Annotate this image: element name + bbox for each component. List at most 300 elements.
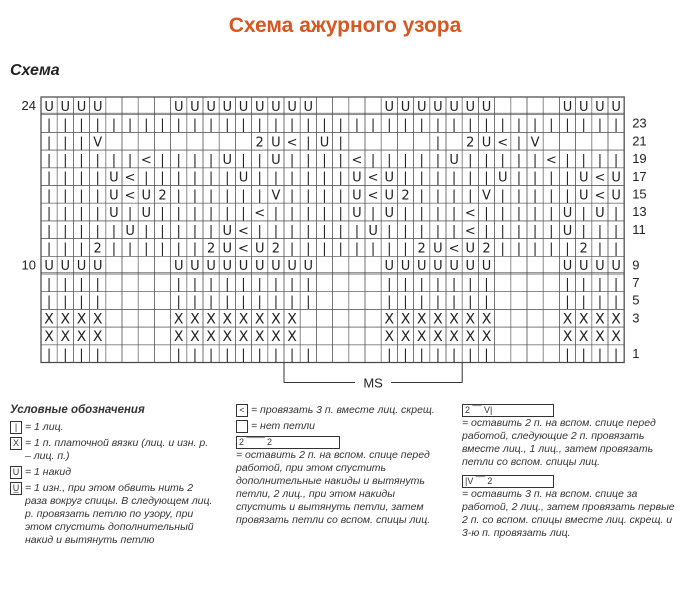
- stitch-symbol: |: [322, 170, 327, 186]
- stitch-symbol: |: [79, 188, 84, 204]
- stitch-symbol: |: [484, 276, 489, 292]
- row-label-right: 9: [632, 257, 640, 273]
- stitch-symbol: U: [578, 99, 589, 115]
- stitch-symbol: U: [384, 259, 395, 275]
- stitch-symbol: U: [238, 259, 249, 275]
- stitch-symbol: |: [565, 188, 570, 204]
- stitch-symbol: |: [419, 152, 424, 168]
- stitch-symbol: |: [484, 294, 489, 310]
- stitch-symbol: X: [190, 328, 200, 345]
- stitch-symbol: |: [79, 223, 84, 239]
- stitch-symbol: <: [594, 188, 606, 204]
- legend-text: = 1 п. платочной вязки (лиц. и изн. р. – лиц. п.): [25, 437, 209, 462]
- stitch-symbol: |: [581, 223, 586, 239]
- stitch-symbol: <: [238, 241, 249, 257]
- stitch-symbol: U: [449, 99, 459, 115]
- stitch-symbol: U: [44, 259, 54, 275]
- row-label-right: 21: [632, 133, 647, 149]
- stitch-symbol: |: [127, 241, 133, 257]
- stitch-symbol: V: [271, 188, 281, 204]
- stitch-symbol: U: [206, 259, 216, 275]
- stitch-symbol: |: [176, 223, 181, 239]
- stitch-symbol: |: [435, 152, 441, 168]
- stitch-symbol: X: [481, 311, 492, 328]
- legend-heading: Условные обозначения: [10, 404, 145, 416]
- stitch-symbol: |: [435, 347, 441, 363]
- stitch-symbol: |: [565, 241, 570, 257]
- row-label-right: 1: [632, 345, 640, 361]
- stitch-symbol: U: [92, 99, 103, 115]
- stitch-symbol: |: [257, 170, 262, 186]
- stitch-symbol: |: [289, 188, 295, 204]
- stitch-symbol: |: [95, 223, 100, 239]
- stitch-symbol: U: [352, 170, 362, 186]
- stitch-symbol: |: [419, 170, 424, 186]
- stitch-symbol: X: [611, 328, 621, 345]
- stitch-symbol: |: [289, 117, 295, 133]
- stitch-symbol: U: [562, 223, 573, 239]
- stitch-symbol: X: [173, 311, 184, 328]
- chart-row: [41, 115, 624, 133]
- stitch-symbol: |: [95, 152, 100, 168]
- legend-text: = нет петли: [251, 420, 315, 432]
- stitch-symbol: |: [338, 135, 343, 151]
- stitch-symbol: |: [484, 117, 489, 133]
- stitch-symbol: |: [176, 170, 181, 186]
- stitch-symbol: U: [368, 223, 378, 239]
- stitch-symbol: |: [484, 347, 489, 363]
- stitch-symbol: |: [468, 152, 473, 168]
- stitch-symbol: U: [303, 259, 314, 275]
- stitch-symbol: U: [60, 99, 71, 115]
- stitch-symbol: X: [465, 311, 476, 328]
- stitch-symbol: |: [484, 152, 489, 168]
- stitch-symbol: |: [435, 170, 441, 186]
- stitch-symbol: |: [597, 117, 603, 133]
- stitch-symbol: |: [111, 117, 117, 133]
- stitch-symbol: |: [289, 170, 295, 186]
- stitch-symbol: |: [192, 294, 198, 310]
- stitch-symbol: |: [387, 276, 392, 292]
- stitch-symbol: V: [93, 135, 103, 151]
- stitch-symbol: |: [176, 117, 181, 133]
- stitch-symbol: X: [384, 311, 395, 328]
- legend-item: [10, 421, 215, 434]
- stitch-symbol: |: [322, 152, 327, 168]
- stitch-symbol: |: [95, 206, 100, 222]
- stitch-symbol: |: [532, 188, 538, 204]
- stitch-symbol: X: [449, 311, 459, 328]
- stitch-symbol: |: [532, 152, 538, 168]
- stitch-symbol: |: [549, 223, 554, 239]
- stitch-symbol: 2: [206, 241, 216, 257]
- stitch-symbol: |: [435, 276, 441, 292]
- stitch-symbol: |: [208, 170, 214, 186]
- stitch-symbol: |: [403, 276, 408, 292]
- stitch-symbol: |: [500, 117, 505, 133]
- stitch-symbol: U: [578, 170, 589, 186]
- stitch-symbol: U: [416, 99, 427, 115]
- stitch-symbol: X: [44, 328, 54, 345]
- legend-symbol: X: [10, 437, 22, 450]
- stitch-symbol: |: [338, 188, 343, 204]
- row-label-right: 19: [632, 151, 647, 167]
- stitch-symbol: |: [208, 294, 214, 310]
- stitch-symbol: <: [545, 152, 557, 168]
- stitch-symbol: |: [549, 206, 554, 222]
- legend-symbol: 2 ‾‾‾ V|: [462, 404, 554, 417]
- stitch-symbol: |: [192, 152, 198, 168]
- stitch-symbol: |: [484, 170, 489, 186]
- stitch-symbol: |: [581, 294, 586, 310]
- stitch-symbol: |: [451, 206, 457, 222]
- stitch-symbol: <: [254, 206, 266, 222]
- stitch-symbol: |: [419, 294, 424, 310]
- stitch-symbol: U: [400, 259, 411, 275]
- stitch-symbol: U: [125, 223, 135, 239]
- stitch-symbol: |: [403, 347, 408, 363]
- stitch-symbol: U: [222, 259, 233, 275]
- legend-item: [462, 404, 682, 469]
- stitch-symbol: |: [549, 188, 554, 204]
- stitch-symbol: <: [594, 170, 606, 186]
- legend-item: [462, 475, 682, 540]
- stitch-symbol: |: [46, 347, 52, 363]
- stitch-symbol: U: [76, 99, 87, 115]
- stitch-symbol: X: [578, 328, 589, 345]
- stitch-symbol: |: [46, 188, 52, 204]
- stitch-symbol: 2: [93, 241, 102, 257]
- stitch-symbol: X: [595, 328, 605, 345]
- stitch-symbol: <: [367, 170, 379, 186]
- stitch-symbol: |: [322, 241, 327, 257]
- stitch-symbol: |: [403, 117, 408, 133]
- stitch-symbol: X: [562, 311, 573, 328]
- stitch-symbol: |: [419, 347, 424, 363]
- stitch-symbol: |: [338, 206, 343, 222]
- stitch-symbol: |: [338, 170, 343, 186]
- stitch-symbol: |: [208, 206, 214, 222]
- stitch-symbol: X: [76, 311, 87, 328]
- stitch-symbol: |: [565, 294, 570, 310]
- stitch-symbol: |: [225, 294, 230, 310]
- stitch-symbol: 2: [466, 135, 475, 151]
- stitch-symbol: |: [289, 223, 295, 239]
- stitch-symbol: U: [271, 135, 281, 151]
- stitch-symbol: |: [273, 347, 279, 363]
- legend-text: = оставить 3 п. на вспом. спице за работой, 2 лиц., затем провязать первые 2 п. со вспом. спицы вместе лиц. скрещ. и 3-ю п. провязать лиц.: [462, 488, 675, 539]
- stitch-symbol: |: [387, 347, 392, 363]
- stitch-symbol: |: [581, 152, 586, 168]
- stitch-symbol: |: [192, 117, 198, 133]
- stitch-symbol: U: [481, 99, 492, 115]
- stitch-symbol: |: [273, 294, 279, 310]
- stitch-symbol: 2: [401, 188, 410, 204]
- stitch-symbol: |: [192, 347, 198, 363]
- stitch-symbol: |: [176, 188, 181, 204]
- stitch-symbol: U: [141, 206, 152, 222]
- stitch-symbol: |: [306, 223, 311, 239]
- stitch-symbol: |: [144, 117, 149, 133]
- stitch-symbol: X: [222, 328, 233, 345]
- stitch-symbol: U: [173, 99, 184, 115]
- page-title: Схема ажурного узора: [228, 14, 462, 37]
- stitch-symbol: U: [222, 99, 233, 115]
- row-label-left: 10: [21, 257, 36, 273]
- stitch-symbol: |: [111, 241, 117, 257]
- stitch-symbol: |: [208, 276, 214, 292]
- stitch-symbol: |: [79, 294, 84, 310]
- stitch-symbol: |: [516, 152, 522, 168]
- chart-subtitle: Схема: [10, 62, 60, 79]
- stitch-symbol: |: [500, 152, 505, 168]
- stitch-symbol: X: [578, 311, 589, 328]
- stitch-symbol: |: [516, 188, 522, 204]
- stitch-symbol: |: [63, 241, 68, 257]
- stitch-symbol: |: [289, 206, 295, 222]
- stitch-symbol: X: [190, 311, 200, 328]
- stitch-symbol: |: [306, 347, 311, 363]
- stitch-symbol: |: [613, 347, 619, 363]
- stitch-symbol: U: [384, 206, 395, 222]
- legend-column-1: [10, 404, 215, 550]
- stitch-symbol: |: [257, 223, 262, 239]
- stitch-symbol: U: [109, 206, 119, 222]
- stitch-symbol: |: [241, 294, 246, 310]
- legend-symbol: [236, 420, 248, 433]
- stitch-symbol: V: [482, 188, 491, 204]
- stitch-symbol: |: [289, 276, 295, 292]
- stitch-symbol: <: [140, 152, 152, 168]
- stitch-symbol: |: [597, 276, 603, 292]
- legend-text: = 1 лиц.: [25, 421, 64, 433]
- stitch-symbol: U: [384, 188, 395, 204]
- stitch-symbol: |: [79, 117, 84, 133]
- stitch-symbol: |: [257, 276, 262, 292]
- legend-text: = оставить 2 п. на вспом. спице перед работой, при этом спустить дополнительные накиды и вытянуть петли, 2 лиц., при этом накиды спустить и вытянуть петли, затем провязать петли со вспом. спицы лиц.: [236, 449, 431, 526]
- stitch-symbol: X: [611, 311, 621, 328]
- stitch-symbol: |: [306, 294, 311, 310]
- stitch-symbol: |: [403, 152, 408, 168]
- stitch-symbol: |: [516, 241, 522, 257]
- stitch-symbol: |: [176, 294, 181, 310]
- stitch-symbol: |: [46, 117, 52, 133]
- stitch-symbol: |: [500, 206, 505, 222]
- legend-item: [236, 436, 446, 527]
- stitch-symbol: |: [257, 188, 262, 204]
- stitch-symbol: U: [271, 259, 281, 275]
- stitch-symbol: |: [241, 152, 246, 168]
- stitch-symbol: |: [95, 117, 100, 133]
- stitch-symbol: U: [190, 99, 200, 115]
- stitch-symbol: |: [468, 294, 473, 310]
- stitch-symbol: |: [451, 276, 457, 292]
- stitch-symbol: |: [176, 241, 181, 257]
- stitch-symbol: |: [176, 152, 181, 168]
- stitch-symbol: |: [597, 241, 603, 257]
- stitch-symbol: |: [613, 206, 619, 222]
- stitch-symbol: <: [238, 223, 249, 239]
- stitch-symbol: |: [484, 223, 489, 239]
- stitch-symbol: U: [238, 99, 249, 115]
- stitch-symbol: |: [63, 135, 68, 151]
- stitch-symbol: |: [273, 223, 279, 239]
- stitch-symbol: |: [127, 206, 133, 222]
- stitch-symbol: 2: [482, 241, 491, 257]
- stitch-symbol: |: [419, 206, 424, 222]
- stitch-symbol: |: [46, 135, 52, 151]
- stitch-symbol: U: [173, 259, 184, 275]
- stitch-symbol: U: [562, 259, 573, 275]
- stitch-symbol: |: [354, 223, 360, 239]
- stitch-symbol: |: [63, 206, 68, 222]
- legend-item: [10, 482, 215, 547]
- row-label-right: 7: [632, 275, 640, 290]
- stitch-symbol: |: [46, 294, 52, 310]
- stitch-symbol: U: [595, 259, 605, 275]
- stitch-symbol: <: [464, 223, 476, 239]
- stitch-symbol: U: [465, 259, 476, 275]
- stitch-symbol: U: [611, 188, 621, 204]
- stitch-symbol: |: [451, 188, 457, 204]
- legend-symbol: <: [236, 404, 248, 417]
- stitch-symbol: |: [63, 170, 68, 186]
- row-label-right: 11: [632, 221, 646, 237]
- stitch-symbol: |: [241, 276, 246, 292]
- stitch-symbol: |: [241, 347, 246, 363]
- stitch-symbol: |: [565, 170, 570, 186]
- stitch-symbol: |: [192, 170, 198, 186]
- stitch-symbol: |: [565, 117, 570, 133]
- stitch-symbol: |: [435, 223, 441, 239]
- stitch-symbol: |: [532, 117, 538, 133]
- stitch-symbol: U: [76, 259, 87, 275]
- legend-column-3: [462, 404, 682, 543]
- legend-item: [10, 466, 215, 479]
- stitch-symbol: |: [322, 117, 327, 133]
- stitch-symbol: X: [416, 328, 427, 345]
- legend-text: = оставить 2 п. на вспом. спице перед работой, следующие 2 п. провязать вместе лиц., 1 лиц., затем провязать петли со вспом. спицы лиц.: [462, 417, 656, 468]
- stitch-symbol: |: [225, 117, 230, 133]
- stitch-symbol: U: [611, 99, 621, 115]
- stitch-symbol: |: [468, 347, 473, 363]
- stitch-symbol: |: [597, 347, 603, 363]
- stitch-symbol: |: [468, 276, 473, 292]
- stitch-symbol: X: [400, 328, 411, 345]
- stitch-symbol: |: [403, 294, 408, 310]
- stitch-symbol: |: [289, 241, 295, 257]
- stitch-symbol: |: [289, 294, 295, 310]
- stitch-symbol: |: [419, 117, 424, 133]
- legend-column-2: [236, 404, 446, 530]
- stitch-symbol: |: [306, 117, 311, 133]
- stitch-symbol: |: [597, 223, 603, 239]
- stitch-symbol: |: [451, 294, 457, 310]
- stitch-symbol: |: [387, 294, 392, 310]
- stitch-symbol: <: [351, 152, 363, 168]
- stitch-symbol: |: [46, 152, 52, 168]
- stitch-symbol: U: [449, 152, 459, 168]
- stitch-symbol: |: [370, 206, 376, 222]
- stitch-symbol: 2: [579, 241, 588, 257]
- stitch-symbol: U: [433, 241, 443, 257]
- legend-item: [236, 420, 446, 433]
- legend-item: [10, 437, 215, 463]
- stitch-symbol: |: [208, 152, 214, 168]
- stitch-symbol: |: [354, 241, 360, 257]
- stitch-symbol: 2: [271, 241, 281, 257]
- stitch-symbol: U: [578, 259, 589, 275]
- row-label-right: 13: [632, 204, 647, 220]
- stitch-symbol: |: [516, 135, 522, 151]
- stitch-symbol: |: [257, 152, 262, 168]
- stitch-symbol: |: [95, 188, 100, 204]
- stitch-symbol: X: [449, 328, 459, 345]
- stitch-symbol: U: [562, 206, 573, 222]
- stitch-symbol: |: [597, 152, 603, 168]
- stitch-symbol: 2: [255, 135, 264, 151]
- stitch-symbol: X: [287, 311, 297, 328]
- stitch-symbol: |: [192, 206, 198, 222]
- stitch-symbol: |: [79, 152, 84, 168]
- stitch-symbol: |: [435, 117, 441, 133]
- stitch-symbol: U: [44, 99, 54, 115]
- stitch-symbol: |: [613, 223, 619, 239]
- stitch-symbol: |: [613, 152, 619, 168]
- stitch-symbol: |: [419, 223, 424, 239]
- stitch-symbol: |: [451, 347, 457, 363]
- stitch-symbol: X: [206, 328, 216, 345]
- row-label-right: 5: [632, 292, 640, 308]
- stitch-symbol: |: [111, 152, 117, 168]
- stitch-symbol: |: [79, 241, 84, 257]
- stitch-symbol: |: [63, 347, 68, 363]
- stitch-symbol: |: [225, 206, 230, 222]
- stitch-symbol: U: [416, 259, 427, 275]
- legend-item: [236, 404, 446, 417]
- stitch-symbol: |: [225, 276, 230, 292]
- stitch-symbol: U: [384, 99, 395, 115]
- stitch-symbol: U: [141, 188, 152, 204]
- stitch-symbol: |: [338, 152, 343, 168]
- stitch-symbol: |: [435, 188, 441, 204]
- stitch-symbol: U: [109, 170, 119, 186]
- stitch-symbol: 2: [417, 241, 426, 257]
- stitch-symbol: |: [46, 223, 52, 239]
- stitch-symbol: |: [451, 170, 457, 186]
- stitch-symbol: |: [225, 188, 230, 204]
- stitch-symbol: X: [562, 328, 573, 345]
- stitch-symbol: |: [63, 294, 68, 310]
- stitch-symbol: |: [160, 117, 165, 133]
- stitch-symbol: <: [448, 241, 460, 257]
- legend-symbol: 2 ‾‾‾‾‾‾ 2: [236, 436, 340, 449]
- stitch-symbol: |: [322, 188, 327, 204]
- stitch-symbol: X: [433, 328, 443, 345]
- stitch-symbol: |: [273, 276, 279, 292]
- stitch-symbol: |: [613, 117, 619, 133]
- stitch-symbol: |: [273, 117, 279, 133]
- stitch-symbol: |: [208, 117, 214, 133]
- stitch-symbol: U: [319, 135, 330, 151]
- stitch-symbol: |: [581, 276, 586, 292]
- stitch-symbol: |: [451, 117, 457, 133]
- stitch-symbol: |: [565, 152, 570, 168]
- stitch-symbol: |: [306, 276, 311, 292]
- stitch-symbol: U: [271, 152, 281, 168]
- legend-text: = провязать 3 п. вместе лиц. скрещ.: [251, 404, 435, 416]
- chart-row: [41, 239, 624, 257]
